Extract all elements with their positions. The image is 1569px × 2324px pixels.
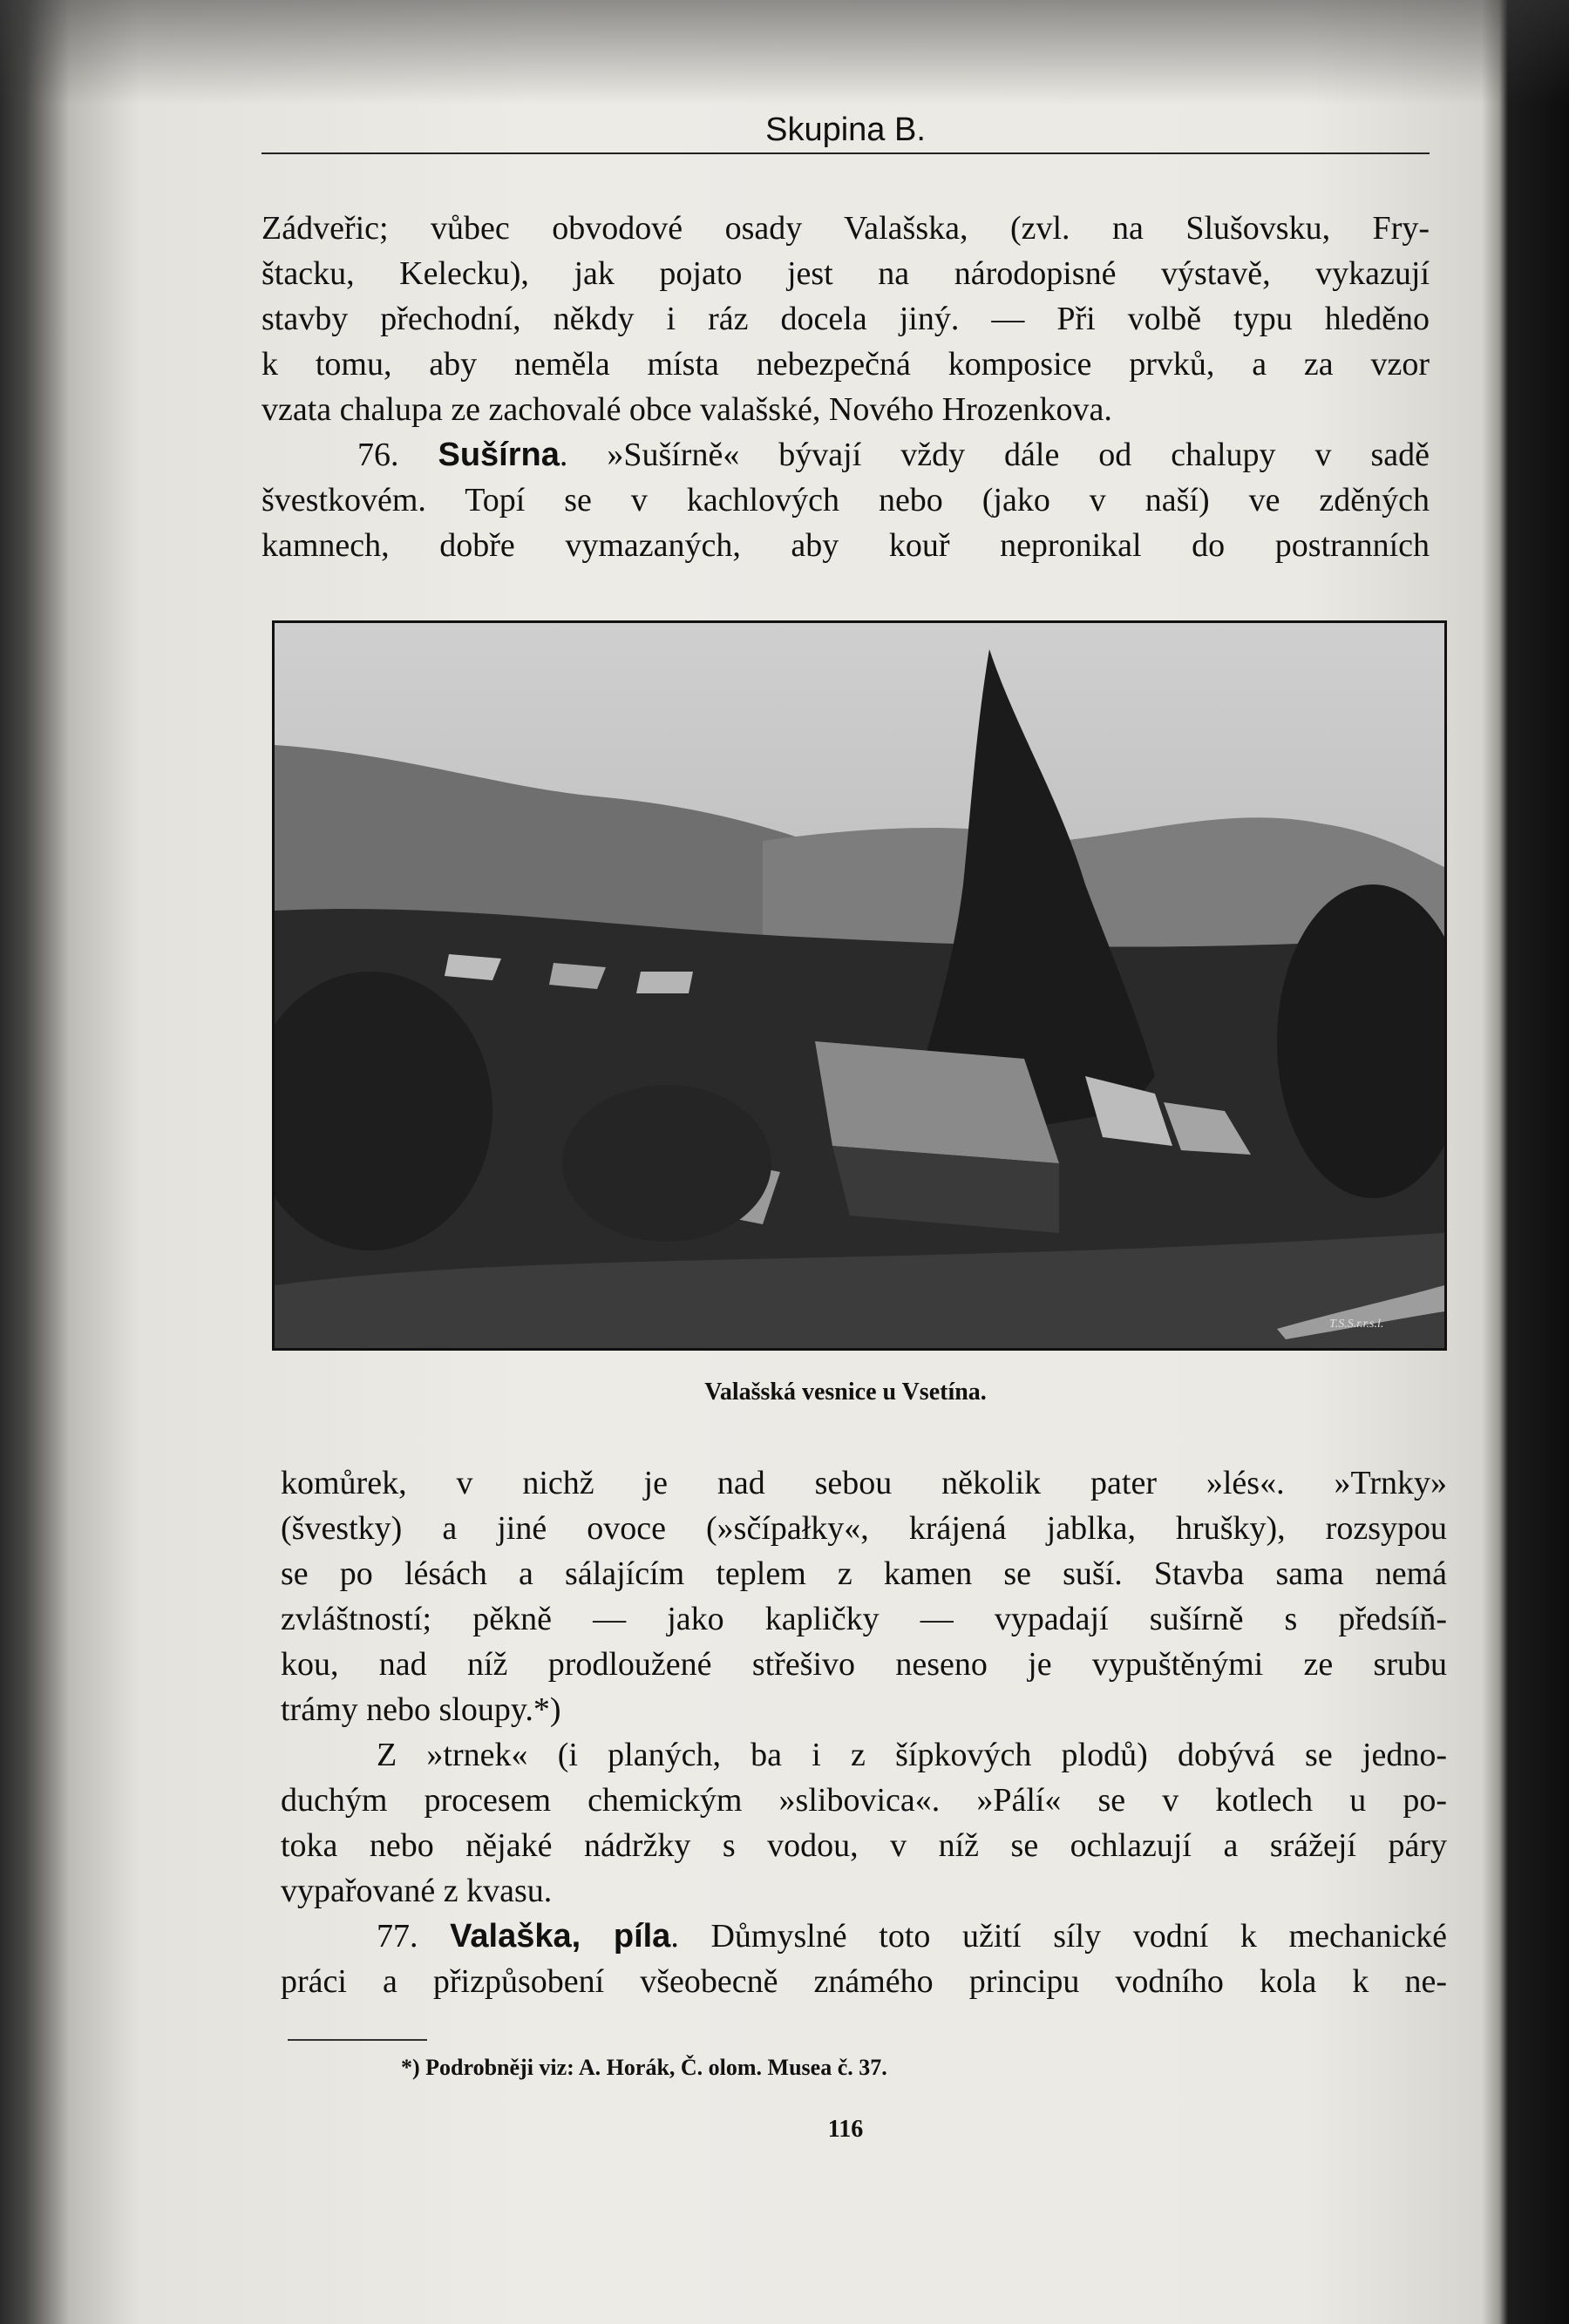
footnote: *) Podrobněji viz: A. Horák, Č. olom. Musea č. 37. [401,2055,887,2080]
text-line: vypařované z kvasu. [281,1873,553,1909]
text-line: Z »trnek« (i planých, ba i z šípkových plodů) dobývá se jedno- [377,1737,1447,1773]
section-76-heading-line [262,432,1430,478]
text-line: Zádveřic; vůbec obvodové osady Valašska, (zvl. na Slušovsku, Fry- [262,210,1430,247]
page-top-shadow [0,0,1569,105]
header-rule [262,152,1430,154]
top-text-block [262,206,1430,568]
text-line: štacku, Kelecku), jak pojato jest na národopisné výstavě, vykazují [262,255,1430,292]
text-line: k tomu, aby neměla místa nebezpečná komposice prvků, a za vzor [262,346,1430,383]
bottom-text-block [281,1460,1447,2004]
text-line: vzata chalupa ze zachovalé obce valašské, Nového Hrozenkova. [262,391,1112,428]
section-number: 77. [377,1918,418,1955]
text-line: zvláštností; pěkně — jako kapličky — vypadají sušírně s předsíň- [281,1601,1447,1637]
text-line: práci a přizpůsobení všeobecně známého principu vodního kola k ne- [281,1963,1447,2000]
page-number: 116 [827,2116,864,2143]
running-header: Skupina B. [765,112,926,148]
text-line: kamnech, dobře vymazaných, aby kouř nepronikal do postranních [262,527,1430,564]
photo-illustration [275,623,1444,1348]
text-line: se po lésách a sálajícím teplem z kamen se suší. Stavba sama nemá [281,1555,1447,1592]
photo-signature: T.S.S.r.r.s.l. [1329,1318,1384,1331]
footnote-rule [288,2039,427,2041]
section-number: 76. [357,437,399,473]
figure-caption: Valašská vesnice u Vsetína. [704,1379,987,1406]
text-line: trámy nebo sloupy.*) [281,1691,561,1728]
section-text: . »Sušírně« bývají vždy dále od chalupy v sadě [559,437,1430,473]
text-line: toka nebo nějaké nádržky s vodou, v níž se ochlazují a srážejí páry [281,1827,1447,1864]
text-line: komůrek, v nichž je nad sebou několik pater »lés«. »Trnky» [281,1465,1447,1501]
village-photograph [272,620,1447,1351]
section-text: . Důmyslné toto užití síly vodní k mechanické [670,1918,1448,1955]
text-line: kou, nad níž prodloužené střešivo neseno je vypuštěnými ze srubu [281,1646,1447,1683]
text-line: duchým procesem chemickým »slibovica«. »Pálí« se v kotlech u po- [281,1782,1447,1819]
section-77-heading-line [281,1914,1447,1959]
text-line: (švestky) a jiné ovoce (»sčípałky«, krájená jablka, hrušky), rozsypou [281,1510,1447,1547]
section-heading: Sušírna [438,437,560,473]
section-heading: Valaška, píla [450,1918,671,1955]
text-line: švestkovém. Topí se v kachlových nebo (jako v naší) ve zděných [262,482,1430,518]
text-line: stavby přechodní, někdy i ráz docela jiný. — Při volbě typu hleděno [262,301,1430,337]
